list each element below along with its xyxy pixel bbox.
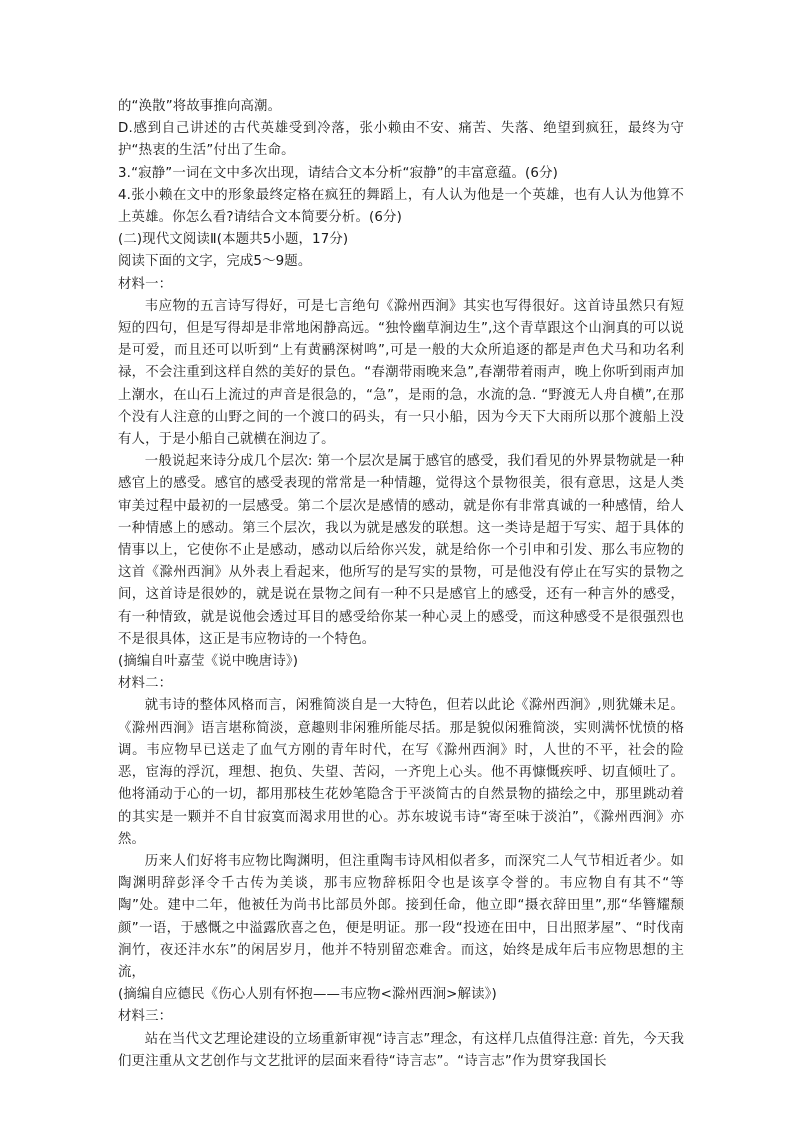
material-3-paragraph-1: 站在当代文艺理论建设的立场重新审视“诗言志”理念，有这样几点值得注意: 首先，今天我们更注重从文艺创作与文艺批评的层面来看待“诗言志”。“诗言志”作为贯穿我国长	[118, 1031, 684, 1069]
material-1-paragraph-2: 一般说起来诗分成几个层次: 第一个层次是属于感官的感受，我们看见的外界景物就是一种感官上的感受。感官的感受表现的常常是一种情趣，觉得这个景物很美，很有意思，这是人类审美过程中最初的一层感受。第二个层次是感情的感动，就是你有非常真诚的一种感情，给人一种情感上的感动。第三个层次，我以为就是感发的联想。这一类诗是超于写实、超于具体的情事以上，它使你不止是感动，感动以后给你兴发，就是给你一个引申和引发、那么韦应物的这首《滁州西涧》从外表上看起来，他所写的是写实的景物，可是他没有停止在写实的景物之间，这首诗是很妙的，就是说在景物之间有一种不只是感官上的感受，还有一种言外的感受，有一种情致，就是说他会透过耳目的感受给你某一种心灵上的感受，而这种感受不是很强烈也不是很具体，这正是韦应物诗的一个特色。	[118, 454, 684, 647]
document-body	[118, 96, 684, 1073]
instructions: 阅读下面的文字，完成5～9题。	[118, 254, 312, 270]
question-4: 4.张小赖在文中的形象最终定格在疯狂的舞蹈上，有人认为他是一个英雄，也有人认为他算不上英雄。你怎么看?请结合文本简要分析。(6分)	[118, 187, 684, 226]
material-2-label: 材料二：	[118, 676, 173, 692]
text-line: 的“涣散”将故事推向高潮。	[118, 99, 282, 114]
question-3: 3.“寂静”一词在文中多次出现，请结合文本分析“寂静”的丰富意蕴。(6分)	[118, 165, 558, 181]
material-2-source: (摘编自应德民《伤心人别有怀抱——韦应物<滁州西涧>解读》)	[118, 987, 497, 1003]
material-1-label: 材料一：	[118, 276, 173, 292]
material-1-paragraph-1: 韦应物的五言诗写得好，可是七言绝句《滁州西涧》其实也写得很好。这首诗虽然只有短短的四句，但是写得却是非常地闲静高远。“独怜幽草涧边生”,这个青草跟这个山涧真的可以说是可爱，而且还可以听到“上有黄鹂深树鸣”,可是一般的大众所追逐的都是声色犬马和功名利禄，不会注重到这样自然的美好的景色。“春潮带雨晚来急”,春潮带着雨声，晚上你听到雨声加上潮水，在山石上流过的声音是很急的，“急”，是雨的急，水流的急. “野渡无人舟自横”,在那个没有人注意的山野之间的一个渡口的码头，有一只小船，因为今天下大雨所以那个渡船上没有人，于是小船自己就横在涧边了。	[118, 298, 684, 448]
material-2-paragraph-1: 就韦诗的整体风格而言，闲雅简淡自是一大特色，但若以此论《滁州西涧》,则犹嫌未足。《滁州西涧》语言堪称简淡，意趣则非闲雅所能尽括。那是貌似闲雅简淡，实则满怀忧愤的格调。韦应物早已送走了血气方刚的青年时代，在写《滁州西涧》时，人世的不平，社会的险恶，宦海的浮沉，理想、抱负、失望、苦闷，一齐兜上心头。他不再慷慨疾呼、切直倾吐了。他将涌动于心的一切，都用那枝生花妙笔隐含于平淡简古的自然景物的描绘之中，那里跳动着的其实是一颗并不自甘寂寞而渴求用世的心。苏东坡说韦诗“寄至味于淡泊”，《滁州西涧》亦然。	[118, 698, 684, 847]
material-1-source: (摘编自叶嘉莹《说中晚唐诗》)	[118, 654, 299, 670]
option-d: D.感到自己讲述的古代英雄受到冷落，张小赖由不安、痛苦、失落、绝望到疯狂，最终为守护“热衷的生活”付出了生命。	[118, 121, 684, 159]
material-3-label: 材料三：	[118, 1009, 173, 1025]
material-2-paragraph-2: 历来人们好将韦应物比陶渊明，但注重陶韦诗风相似者多，而深究二人气节相近者少。如陶渊明辞彭泽令千古传为美谈，那韦应物辞栎阳令也是该享令誉的。韦应物自有其不“等陶”处。建中二年，他被任为尚书比部员外郎。接到任命，他立即“摄衣辞田里”,那“华簪耀颓颜”一语，于感慨之中溢露欣喜之色，便是明证。那一段“投迹在田中，日出照茅屋”、“时伐南涧竹，夜还沣水东”的闲居岁月，他并不特别留恋难舍。而这，始终是成年后韦应物思想的主流，	[118, 853, 684, 980]
section-heading: (二)现代文阅读Ⅱ(本题共5小题，17分)	[118, 232, 349, 248]
